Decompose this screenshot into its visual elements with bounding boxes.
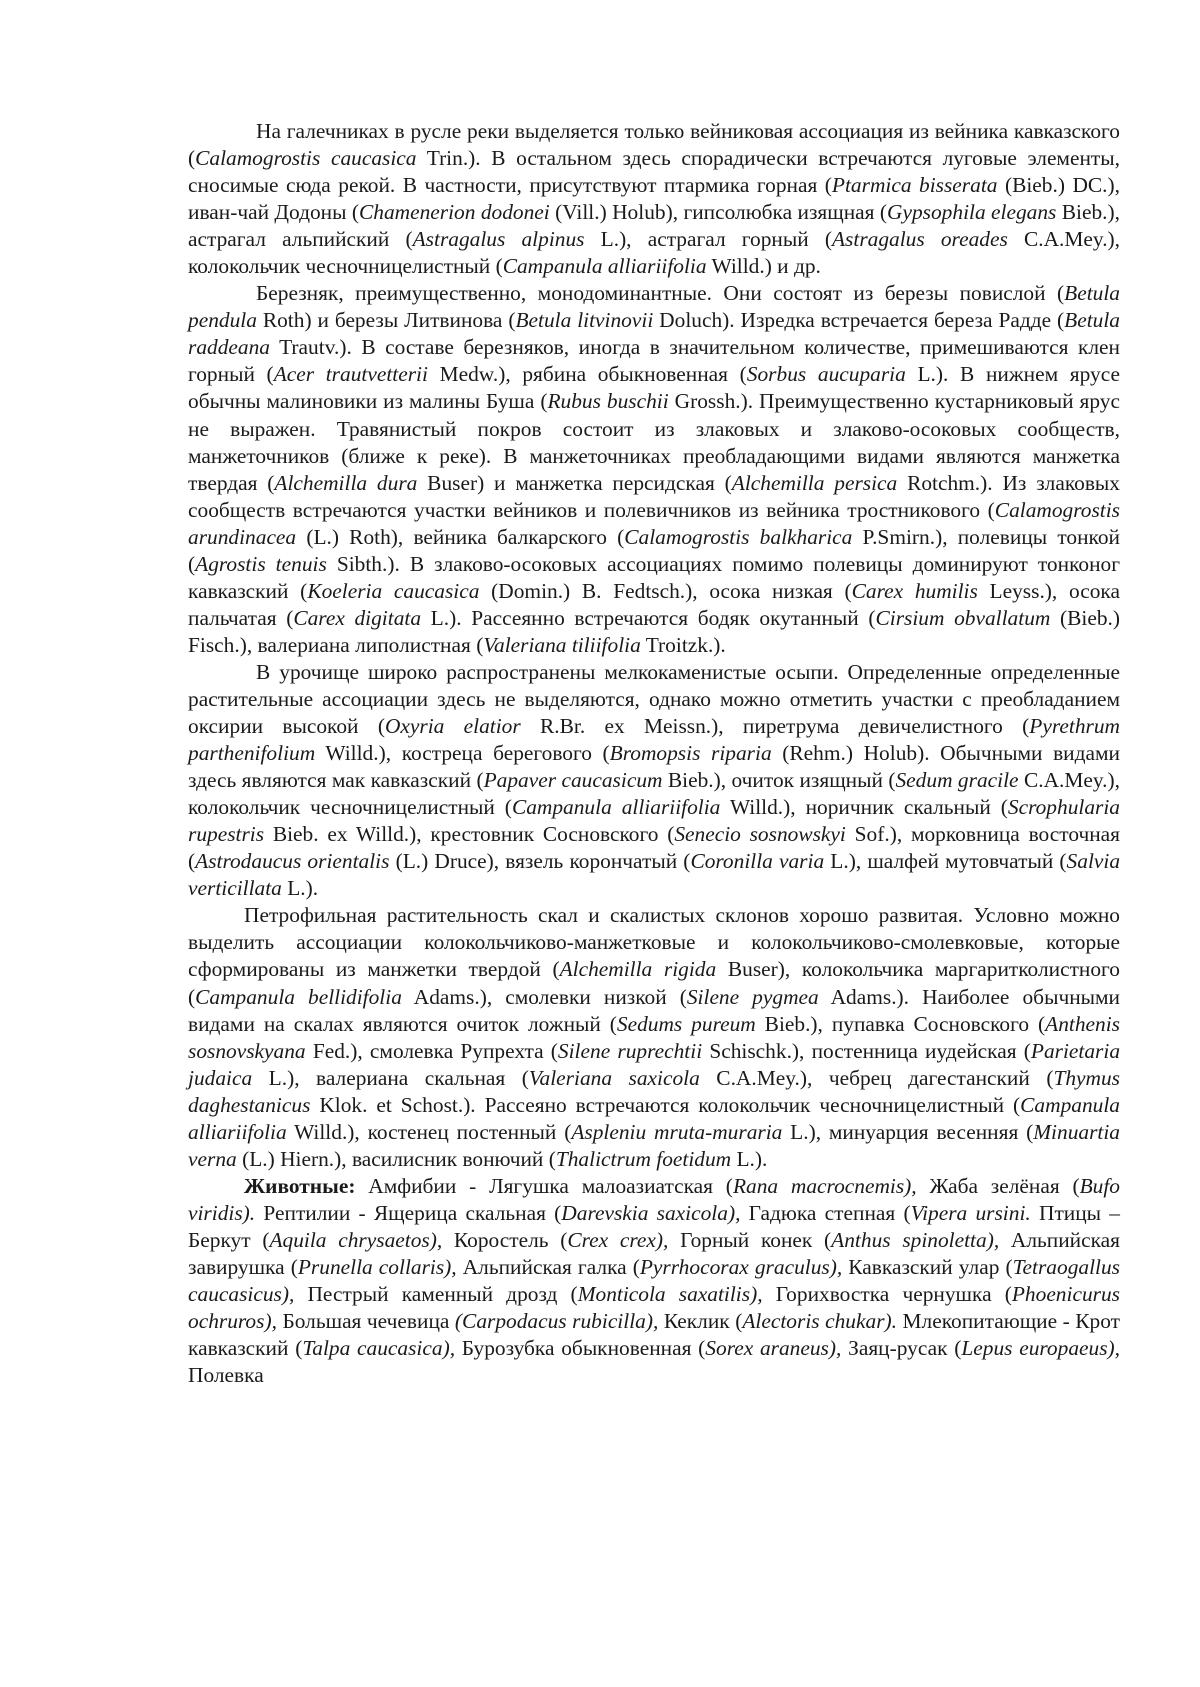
text-run: Rotchm.). Из злаковых сообществ встречаются участки вейников и полевичников из вейника тростникового ( <box>188 470 1120 522</box>
text-run: C.A.Mey.), колокольчик чесночницелистный ( <box>188 227 1121 279</box>
text-run: Заяц-русак ( <box>841 1336 962 1361</box>
latin-name: Campanula alliariifolia <box>502 254 707 279</box>
text-run: (L.) Roth), вейника балкарского ( <box>296 524 625 549</box>
text-run: Trin.). В остальном здесь спорадически встречаются луговые элементы, сносимые сюда рекой. В частности, присутствуют птармика горная ( <box>188 146 1120 198</box>
latin-name: Phoenicurus ochruros), <box>188 1282 1120 1334</box>
text-run: (Bieb.) DC.), иван-чай Додоны ( <box>188 173 1120 225</box>
latin-name: Agrostis tenuis <box>195 551 327 576</box>
latin-name: Aspleniu mruta-muraria <box>571 1119 783 1144</box>
latin-name: Cirsium obvallatum <box>875 605 1051 630</box>
latin-name: Campanula alliariifolia <box>188 1092 1120 1144</box>
latin-name: Pyrethrum parthenifolium <box>188 714 1120 766</box>
text-run: Петрофильная растительность скал и скалистых склонов хорошо развитая. Условно можно выделить ассоциации колокольчиково-манжетковые и колокольчиково-смолевковые, которые сформированы из манжетки твердой ( <box>188 903 1120 982</box>
latin-name: Monticola saxatilis), <box>577 1282 763 1307</box>
latin-name: Bufo viridis). <box>188 1173 1120 1225</box>
latin-name: Gypsophila elegans <box>887 200 1057 225</box>
text-run: Willd.), костреца берегового ( <box>315 741 610 766</box>
latin-name: Aquila chrysaetos), <box>269 1227 443 1252</box>
latin-name: Parietaria judaica <box>188 1038 1121 1090</box>
latin-name: Thymus daghestanicus <box>188 1065 1121 1117</box>
latin-name: Silene ruprechtii <box>557 1038 703 1063</box>
latin-name: Calamogrostis caucasica <box>195 146 417 171</box>
latin-name: Alchemilla persica <box>731 470 898 495</box>
latin-name: Sorbus aucuparia <box>746 362 906 387</box>
text-run: Птицы – Беркут ( <box>188 1200 1120 1252</box>
latin-name: (Carpodacus rubicilla), <box>454 1309 659 1334</box>
latin-name: Calamogrostis balkharica <box>624 524 853 549</box>
latin-name: Carex humilis <box>851 578 978 603</box>
text-run: Buser), колокольчика маргаритколистного ( <box>188 957 1120 1009</box>
text-run: Roth) и березы Литвинова ( <box>256 308 516 333</box>
text-run: Adams.). Наиболее обычными видами на скалах являются очиток ложный ( <box>188 984 1120 1036</box>
latin-name: Rubus buschii <box>547 389 669 414</box>
text-run: Bieb.), астрагал альпийский ( <box>188 200 1120 252</box>
text-run: Bieb. ex Willd.), крестовник Сосновского ( <box>264 822 675 847</box>
latin-name: Prunella collaris), <box>297 1254 457 1279</box>
text-run: Willd.), норичник скальный ( <box>720 795 1008 820</box>
latin-name: Astragalus alpinus <box>412 227 585 252</box>
text-run: Troitzk.). <box>640 632 726 657</box>
text-run: R.Br. ex Meissn.), пиретрума девичелистного ( <box>520 714 1030 739</box>
latin-name: Papaver caucasicum <box>483 768 663 793</box>
text-run: Альпийская галка ( <box>456 1254 640 1279</box>
text-run: L.), астрагал горный ( <box>584 227 832 252</box>
latin-name: Salvia verticillata <box>188 849 1121 901</box>
latin-name: Scrophularia rupestris <box>188 795 1120 847</box>
document-body <box>188 118 1120 1389</box>
latin-name: Koeleria caucasica <box>307 578 480 603</box>
latin-name: Campanula alliariifolia <box>511 795 721 820</box>
latin-name: Silene pygmea <box>686 984 819 1009</box>
latin-name: Coronilla varia <box>690 849 825 874</box>
paragraph-3 <box>188 659 1120 902</box>
text-run: Большая чечевица <box>276 1309 455 1334</box>
latin-name: Tetraogallus caucasicus), <box>188 1254 1120 1307</box>
latin-name: Campanula bellidifolia <box>195 984 402 1009</box>
latin-name: Carex digitata <box>293 605 422 630</box>
text-run: L.). В нижнем ярусе обычны малиновики из малины Буша ( <box>188 362 1120 414</box>
latin-name: Anthenis sosnovskyana <box>188 1011 1120 1063</box>
text-run: (L.) Druce), вязель корончатый ( <box>389 849 691 874</box>
text-run: L.), минуарция весенняя ( <box>782 1119 1034 1144</box>
text-run: Adams.), смолевки низкой ( <box>401 984 687 1009</box>
latin-name: Senecio sosnowskyi <box>674 822 846 847</box>
text-run: Березняк, преимущественно, монодоминантные. Они состоят из березы повислой ( <box>256 281 1065 306</box>
latin-name: Betula litvinovii <box>515 308 654 333</box>
text-run: Sibth.). В злаково-осоковых ассоциациях помимо полевицы доминируют тонконог кавказский ( <box>188 551 1120 603</box>
text-run: Коростель ( <box>442 1227 568 1252</box>
latin-name: Crex crex), <box>567 1227 669 1252</box>
text-run: Bieb.), очиток изящный ( <box>662 768 896 793</box>
text-run: Альпийская завирушка ( <box>188 1227 1121 1279</box>
text-run: Willd.), костенец постенный ( <box>286 1119 572 1144</box>
latin-name: Pyrrhocorax graculus), <box>639 1254 843 1279</box>
text-run: L.), шалфей мутовчатый ( <box>824 849 1067 874</box>
paragraph-4 <box>188 902 1120 1172</box>
paragraph-1 <box>188 118 1120 280</box>
latin-name: Betula pendula <box>188 281 1120 333</box>
latin-name: Alectoris chukar). <box>742 1309 897 1334</box>
text-run: L.), валериана скальная ( <box>252 1065 529 1090</box>
latin-name: Astragalus oreades <box>831 227 1008 252</box>
text-run: (L.) Hiern.), василисник вонючий ( <box>236 1146 556 1171</box>
paragraph-2 <box>188 280 1120 659</box>
latin-name: Valeriana tiliifolia <box>483 632 641 657</box>
text-run: Willd.) и др. <box>706 254 821 279</box>
text-run: Кеклик ( <box>658 1309 743 1334</box>
text-run: (Vill.) Holub), гипсолюбка изящная ( <box>549 200 888 225</box>
text-run: Гадюка степная ( <box>740 1200 911 1225</box>
text-run: Schischk.), постенница иудейская ( <box>702 1038 1031 1063</box>
latin-name: Oxyria elatior <box>384 714 521 739</box>
latin-name: Talpa caucasica), <box>302 1336 456 1361</box>
text-run: Bieb.), пупавка Сосновского ( <box>755 1011 1046 1036</box>
text-run: Полевка <box>188 1363 264 1388</box>
text-run: (Rehm.) Holub). Обычными видами здесь являются мак кавказский ( <box>188 741 1120 793</box>
latin-name: Sorex araneus), <box>705 1336 842 1361</box>
latin-name: Sedum gracile <box>895 768 1019 793</box>
latin-name: Thalictrum foetidum <box>555 1146 732 1171</box>
text-run: Рептилии - Ящерица скальная ( <box>255 1200 562 1225</box>
latin-name: Darevskia saxicola), <box>561 1200 741 1225</box>
text-run: Пестрый каменный дрозд ( <box>294 1282 578 1307</box>
latin-name: Minuartia verna <box>188 1119 1120 1171</box>
text-run: Fed.), смолевка Рупрехта ( <box>305 1038 558 1063</box>
text-run: C.A.Mey.), чебрец дагестанский ( <box>699 1065 1054 1090</box>
text-run: (Domin.) B. Fedtsch.), осока низкая ( <box>479 578 852 603</box>
latin-name: Anthus spinoletta), <box>831 1227 1000 1252</box>
text-run: Trautv.). В составе березняков, иногда в значительном количестве, примешиваются клен горный ( <box>188 335 1120 387</box>
text-run: P.Smirn.), полевицы тонкой ( <box>188 524 1120 576</box>
text-run: C.A.Mey.), колокольчик чесночницелистный ( <box>188 768 1121 820</box>
text-run: Leyss.), осока пальчатая ( <box>188 578 1120 630</box>
text-run: Горихвостка чернушка ( <box>762 1282 1012 1307</box>
text-run: На галечниках в русле реки выделяется только вейниковая ассоциация из вейника кавказского ( <box>188 119 1120 171</box>
text-run: Амфибии - Лягушка малоазиатская ( <box>355 1173 733 1198</box>
latin-name: Acer trautvetterii <box>273 362 428 387</box>
latin-name: Sedums pureum <box>616 1011 756 1036</box>
text-run: Klok. et Schost.). Рассеяно встречаются колокольчик чесночницелистный ( <box>310 1092 1021 1117</box>
text-run: Жаба зелёная ( <box>916 1173 1080 1198</box>
bold-heading: Животные: <box>244 1173 356 1198</box>
text-run: L.). Рассеянно встречаются бодяк окутанный ( <box>421 605 876 630</box>
latin-name: Chamenerion dodonei <box>359 200 550 225</box>
text-run: (Bieb.) Fisch.), валериана липолистная ( <box>188 605 1120 657</box>
latin-name: Lepus europaeus), <box>961 1336 1121 1361</box>
text-run: Кавказский улар ( <box>842 1254 1013 1279</box>
latin-name: Vipera ursini. <box>910 1200 1031 1225</box>
text-run: Бурозубка обыкновенная ( <box>455 1336 706 1361</box>
latin-name: Betula raddeana <box>188 308 1120 360</box>
text-run: Sof.), морковница восточная ( <box>188 822 1120 874</box>
text-run: Doluch). Изредка встречается береза Радде ( <box>653 308 1065 333</box>
text-run: Medw.), рябина обыкновенная ( <box>427 362 747 387</box>
latin-name: Alchemilla dura <box>274 470 418 495</box>
text-run: В урочище широко распространены мелкокаменистые осыпи. Определенные определенные растительные ассоциации здесь не выделяются, однако можно отметить участки с преобладанием оксирии высокой ( <box>188 659 1120 739</box>
latin-name: Rana macrocnemis), <box>732 1173 917 1198</box>
latin-name: Bromopsis riparia <box>609 741 772 766</box>
latin-name: Ptarmica bisserata <box>831 173 998 198</box>
text-run: Grossh.). Преимущественно кустарниковый ярус не выражен. Травянистый покров состоит из злаковых и злаково-осоковых сообществ, манжеточников (ближе к реке). В манжеточниках преобладающими видами являются манжетка твердая ( <box>188 389 1120 495</box>
latin-name: Alchemilla rigida <box>559 957 717 982</box>
latin-name: Valeriana saxicola <box>528 1065 700 1090</box>
paragraph-5 <box>188 1173 1120 1389</box>
text-run: L.). <box>281 876 319 901</box>
text-run: Горный конек ( <box>668 1227 832 1252</box>
latin-name: Calamogrostis arundinacea <box>188 497 1120 549</box>
text-run: L.). <box>731 1146 768 1171</box>
latin-name: Astrodaucus orientalis <box>195 849 390 874</box>
text-run: Млекопитающие - Крот кавказский ( <box>188 1309 1121 1361</box>
text-run: Buser) и манжетка персидская ( <box>417 470 732 495</box>
